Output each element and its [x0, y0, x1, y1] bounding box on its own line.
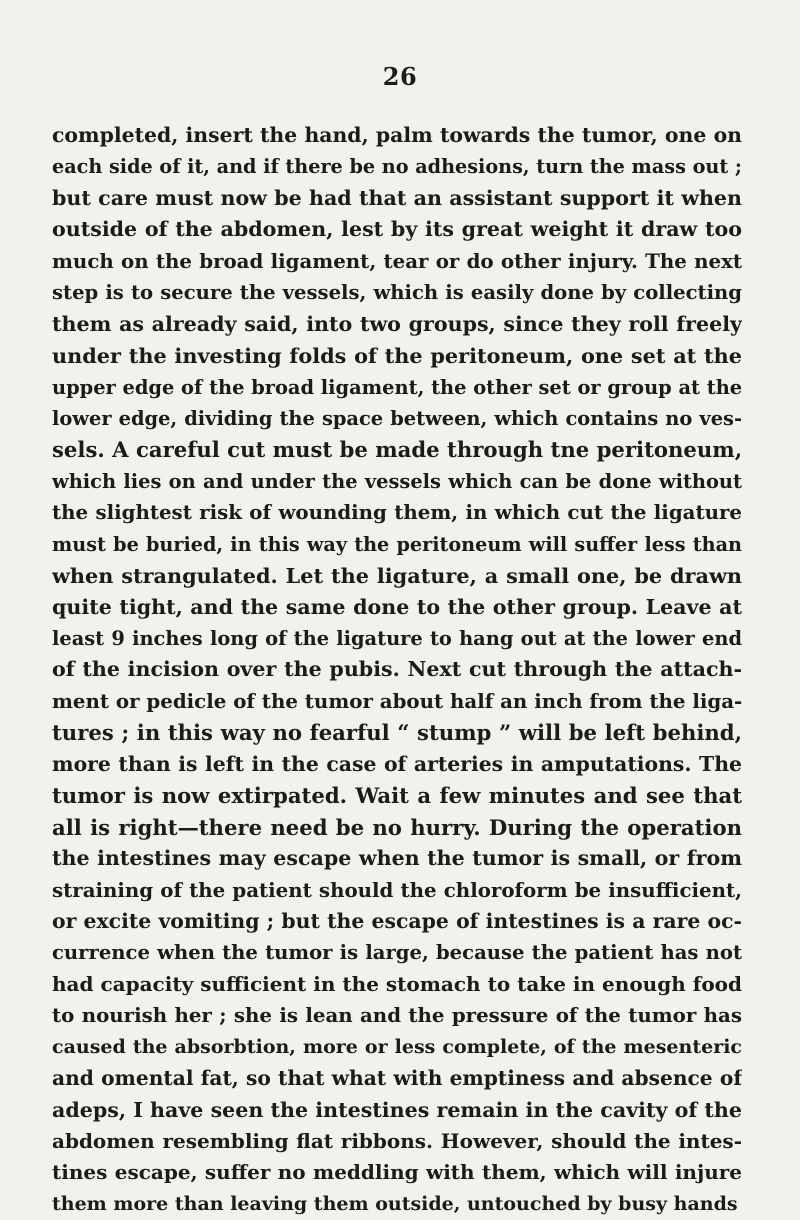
text-line: completed, insert the hand, palm towards the tumor, one on: [52, 123, 742, 147]
page-number: 26: [382, 62, 418, 91]
text-line: all is right—there need be no hurry. During the operation: [52, 814, 742, 840]
text-line: upper edge of the broad ligament, the other set or group at the: [52, 375, 742, 399]
text-line: which lies on and under the vessels which can be done without: [52, 469, 742, 493]
text-line: abdomen resembling flat ribbons. However, should the intes-: [52, 1129, 742, 1153]
text-line: caused the absorbtion, more or less complete, of the mesenteric: [52, 1035, 742, 1058]
text-line: them more than leaving them outside, untouched by busy hands: [52, 1192, 738, 1215]
text-line: more than is left in the case of arteries in amputations. The: [52, 751, 742, 776]
text-line: tures ; in this way no fearful “ stump ” will be left behind,: [52, 720, 742, 746]
text-line: the intestines may escape when the tumor is small, or from: [52, 846, 742, 871]
body-text: [52, 120, 742, 1220]
text-line: or excite vomiting ; but the escape of intestines is a rare oc-: [52, 908, 742, 933]
text-line: tines escape, suffer no meddling with them, which will injure: [52, 1160, 742, 1185]
text-line: currence when the tumor is large, because the patient has not: [52, 941, 742, 965]
text-line: lower edge, dividing the space between, which contains no ves-: [52, 406, 742, 430]
text-line: adeps, I have seen the intestines remain in the cavity of the: [52, 1097, 742, 1122]
text-line: much on the broad ligament, tear or do other injury. The next: [52, 248, 742, 273]
text-line: ment or pedicle of the tumor about half an inch from the liga-: [52, 688, 742, 713]
text-line: the slightest risk of wounding them, in which cut the ligature: [52, 500, 742, 525]
text-line: tumor is now extirpated. Wait a few minutes and see that: [52, 783, 742, 809]
text-line: step is to secure the vessels, which is easily done by collecting: [52, 281, 742, 305]
text-line: them as already said, into two groups, since they roll freely: [52, 311, 742, 336]
text-line: of the incision over the pubis. Next cut through the attach-: [52, 657, 742, 682]
text-line: quite tight, and the same done to the other group. Leave at: [52, 594, 742, 619]
text-line: when strangulated. Let the ligature, a small one, be drawn: [52, 563, 742, 589]
text-line: under the investing folds of the peritoneum, one set at the: [52, 343, 742, 369]
text-line: sels. A careful cut must be made through tne peritoneum,: [52, 437, 742, 463]
text-line: but care must now be had that an assistant support it when: [52, 185, 742, 210]
text-line: outside of the abdomen, lest by its great weight it draw too: [52, 217, 742, 242]
text-line: and omental fat, so that what with emptiness and absence of: [52, 1066, 742, 1091]
text-line: to nourish her ; she is lean and the pressure of the tumor has: [52, 1003, 742, 1028]
text-line: least 9 inches long of the ligature to hang out at the lower end: [52, 627, 742, 650]
text-line: had capacity sufficient in the stomach to take in enough food: [52, 971, 742, 996]
text-line: each side of it, and if there be no adhesions, turn the mass out ;: [52, 155, 742, 179]
text-line: straining of the patient should the chloroform be insufficient,: [52, 877, 742, 902]
text-line: must be buried, in this way the peritoneum will suffer less than: [52, 532, 742, 556]
